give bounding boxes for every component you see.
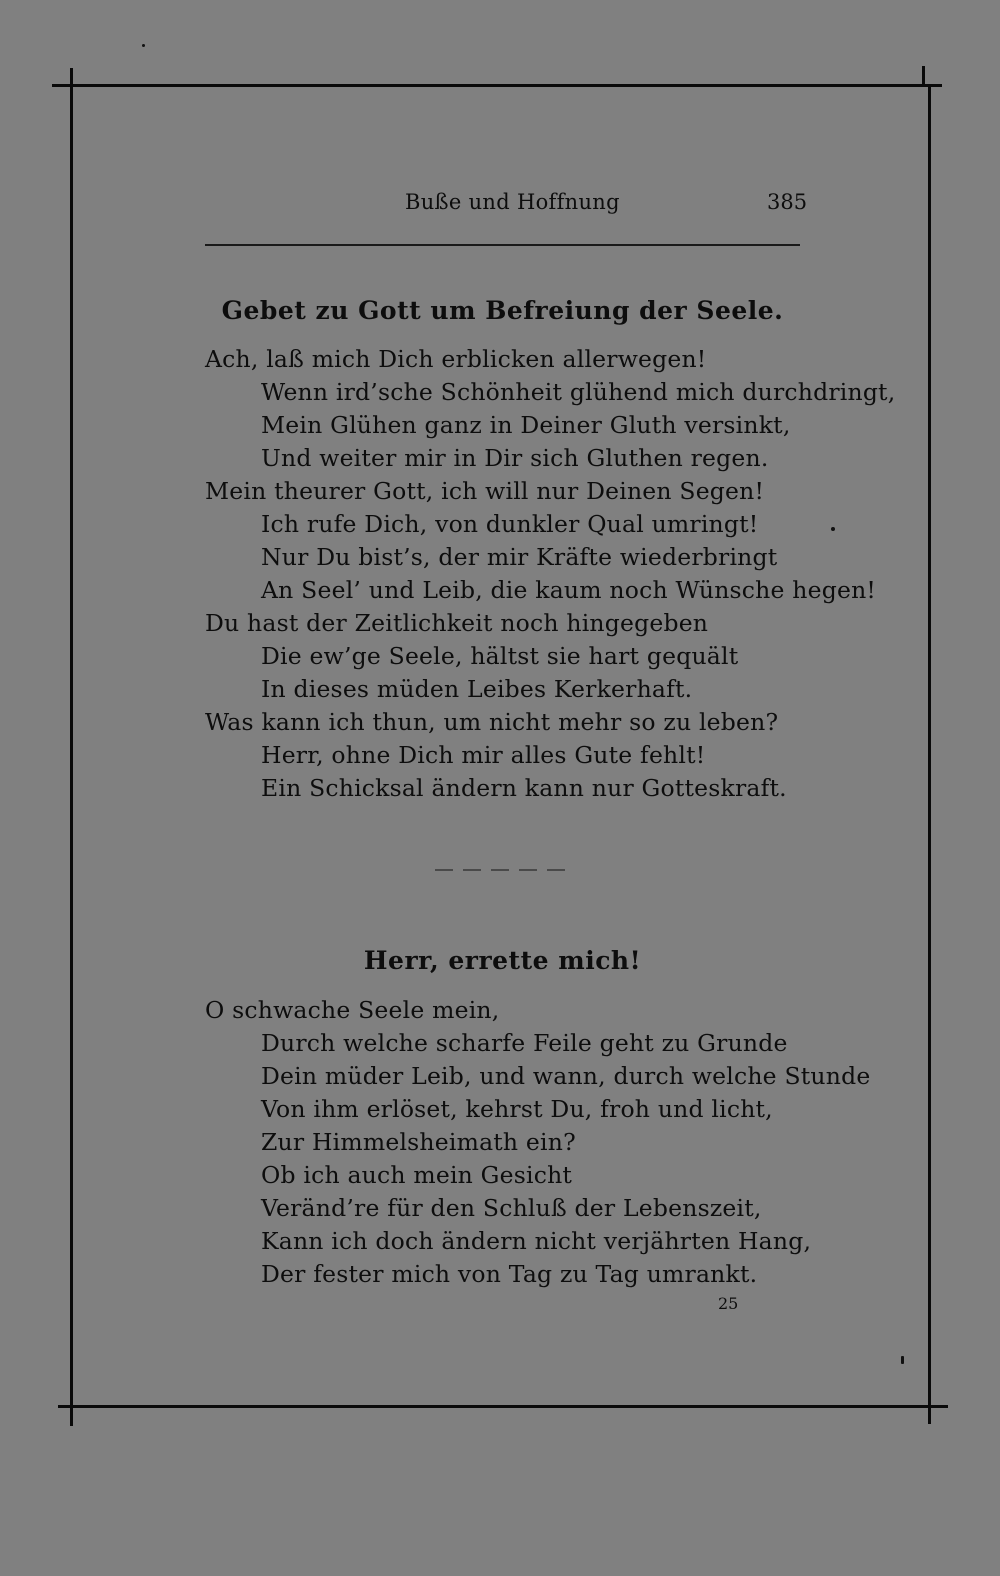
poem-line: Wenn ird’sche Schönheit glühend mich durchdringt, <box>261 378 896 406</box>
poem-line: Was kann ich thun, um nicht mehr so zu leben? <box>205 708 779 736</box>
poem-line: Ich rufe Dich, von dunkler Qual umringt! <box>261 510 759 538</box>
frame-top-rule <box>52 84 942 87</box>
poem-title: Gebet zu Gott um Befreiung der Seele. <box>221 296 784 325</box>
poem-line: Nur Du bist’s, der mir Kräfte wiederbringt <box>261 543 778 571</box>
running-header-title: Buße und Hoffnung <box>405 190 620 214</box>
frame-left-rule <box>70 68 73 1426</box>
poem-title: Herr, errette mich! <box>363 946 642 975</box>
poem-line: Die ew’ge Seele, hältst sie hart gequält <box>261 642 739 670</box>
poem-line: Ach, laß mich Dich erblicken allerwegen! <box>205 345 707 373</box>
poem-line: Kann ich doch ändern nicht verjährten Hang, <box>261 1227 812 1255</box>
poem-line: Dein müder Leib, und wann, durch welche Stunde <box>261 1062 871 1090</box>
poem-line: Durch welche scharfe Feile geht zu Grunde <box>261 1029 788 1057</box>
section-divider <box>435 869 565 871</box>
poem-line: O schwache Seele mein, <box>205 996 500 1024</box>
poem-line: Und weiter mir in Dir sich Gluthen regen. <box>261 444 769 472</box>
scan-speck <box>831 527 835 531</box>
printer-signature: 25 <box>718 1294 739 1313</box>
poem-line: Du hast der Zeitlichkeit noch hingegeben <box>205 609 709 637</box>
scan-speck <box>142 44 145 47</box>
scan-speck <box>901 1356 904 1364</box>
poem-line: In dieses müden Leibes Kerkerhaft. <box>261 675 693 703</box>
poem-line: Ob ich auch mein Gesicht <box>261 1161 573 1189</box>
page-number: 385 <box>767 190 808 214</box>
poem-line: Mein Glühen ganz in Deiner Gluth versinkt, <box>261 411 791 439</box>
poem-line: Ein Schicksal ändern kann nur Gotteskraft. <box>261 774 787 802</box>
frame-right-rule-lower <box>928 84 931 1424</box>
poem-line: Mein theurer Gott, ich will nur Deinen Segen! <box>205 477 765 505</box>
frame-bottom-rule <box>58 1405 948 1408</box>
poem-line: An Seel’ und Leib, die kaum noch Wünsche hegen! <box>261 576 877 604</box>
poem-line: Herr, ohne Dich mir alles Gute fehlt! <box>261 741 706 769</box>
header-rule <box>205 244 800 246</box>
poem-line: Der fester mich von Tag zu Tag umrankt. <box>261 1260 758 1288</box>
poem-line: Von ihm erlöset, kehrst Du, froh und licht, <box>261 1095 773 1123</box>
frame-right-rule <box>922 66 925 86</box>
poem-line: Veränd’re für den Schluß der Lebenszeit, <box>261 1194 762 1222</box>
poem-line: Zur Himmelsheimath ein? <box>261 1128 576 1156</box>
